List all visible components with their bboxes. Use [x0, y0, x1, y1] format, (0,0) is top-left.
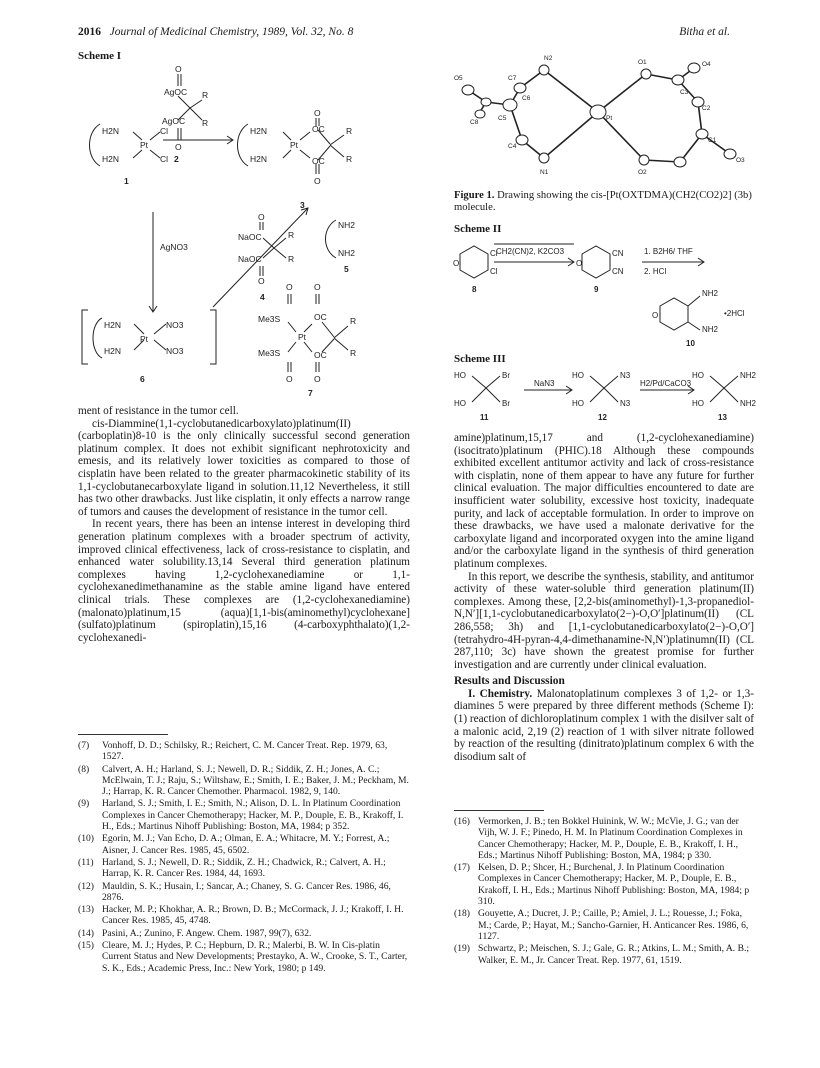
svg-text:HO: HO — [454, 399, 466, 408]
svg-text:H2N: H2N — [102, 154, 120, 164]
svg-text:H2N: H2N — [104, 346, 122, 356]
atom-label: O4 — [702, 61, 711, 68]
svg-text:HO: HO — [454, 371, 466, 380]
svg-text:Cl: Cl — [490, 249, 498, 258]
reference-item — [78, 904, 410, 927]
svg-text:HO: HO — [572, 371, 584, 380]
left-paragraph-1: ment of resistance in the tumor cell. — [78, 405, 239, 417]
svg-text:O: O — [652, 311, 659, 320]
atom-label: C2 — [702, 105, 711, 112]
scheme-2-salt: •2HCl — [724, 309, 745, 318]
svg-text:R: R — [288, 254, 295, 264]
scheme-2-reagent-2b: 2. HCl — [644, 267, 667, 276]
running-header-left — [78, 26, 353, 38]
reference-number: (18) — [454, 908, 470, 920]
reference-number: (19) — [454, 943, 470, 955]
scheme-1-compound-3-label: 3 — [300, 200, 305, 210]
svg-text:O: O — [314, 282, 321, 292]
atom-label: C4 — [508, 143, 517, 150]
left-paragraph-2: cis-Diammine(1,1-cyclobutanedicarboxylato)platinum(II) (carboplatin)8-10 is the only clinically successful second generation platinum complex. It does not exhibit significant nephrotoxicity and emesis, and its relatively lower toxicities as compared to those of cisplatin have been related to the greater pharmacokinetic stability of its 1,1-cyclobutanecarboxylate ligand in solution.11,12 Nevertheless, it still has two other drawbacks. Just like cisplatin, it only effects a narrow range of tumors and causes the development of resistance in the tumor cell. — [78, 417, 410, 518]
reference-number: (12) — [78, 880, 94, 892]
svg-text:H2N: H2N — [102, 126, 120, 136]
svg-text:CN: CN — [612, 267, 624, 276]
svg-text:NH2: NH2 — [702, 289, 719, 298]
svg-text:O: O — [286, 282, 293, 292]
reference-number: (8) — [78, 763, 90, 775]
scheme-3-diagram — [454, 366, 774, 426]
results-discussion-heading: Results and Discussion — [454, 675, 565, 688]
scheme-3-compound-11-label: 11 — [480, 413, 489, 422]
scheme-3-reagent-2: H2/Pd/CaCO3 — [640, 379, 692, 388]
reference-item — [78, 764, 410, 798]
reference-number: (13) — [78, 904, 94, 916]
reference-item — [78, 833, 410, 856]
atom-label: Pt — [606, 115, 613, 122]
svg-text:OC: OC — [314, 312, 327, 322]
left-paragraph-3: In recent years, there has been an intense interest in developing third generation platinum complexes with a broader spectrum of activity, improved clinical effectiveness, lack of cross-resistance to cisplatin, and enhanced water solubility.13,14 Several third generation platinum complexes having 1,2-cyclohexanediamine or 1,1-cyclohexanedimethanamine as the stable amine ligand have entered clinical trials. These complexes are (1,2-cyclohexanediamine)(malonato)platinum,15 (aqua)[1,1-bis(aminomethyl)cyclohexane](sulfato)platinum (spiroplatin),15,16 (4-carboxyphthalato)(1,2-cyclohexanedi- — [78, 518, 410, 644]
reference-item — [454, 862, 754, 907]
svg-text:Cl: Cl — [490, 267, 498, 276]
svg-text:HO: HO — [692, 399, 704, 408]
svg-text:H2N: H2N — [250, 126, 268, 136]
svg-text:Pt: Pt — [140, 140, 149, 150]
svg-text:NO3: NO3 — [166, 320, 184, 330]
svg-text:Br: Br — [502, 371, 510, 380]
scheme-2-reagent-1: CH2(CN)2, K2CO3 — [496, 247, 565, 256]
reference-text: Kelsen, D. P.; Shcer, H.; Burchenal, J. In Platinum Coordination Complexes in Cancer Chemotherapy; Hacker, M. P., Douple, E. B., Krakoff, I. H., Eds.; Martinus Nihoff Publishing: Boston, MA, 1984; p 310. — [478, 862, 750, 908]
scheme-1-compound-1-label: 1 — [124, 176, 129, 186]
atom-label: C8 — [470, 119, 479, 126]
svg-text:R: R — [288, 230, 295, 240]
svg-text:O: O — [175, 64, 182, 74]
svg-text:Pt: Pt — [140, 334, 149, 344]
svg-text:N3: N3 — [620, 399, 631, 408]
figure-1-caption-label: Figure 1. — [454, 190, 495, 201]
scheme-1-compound-2-label: 2 — [174, 154, 179, 164]
reference-text: Harland, S. J.; Smith, I. E.; Smith, N.; Alison, D. L. In Platinum Coordination Complexes in Cancer Chemotherapy; Hacker, M. P., Douple, E. B., Krakoff, I. H., Eds.; Martinus Nihoff Publishing: Boston, MA, 1984; p 352. — [102, 798, 404, 833]
svg-text:Pt: Pt — [298, 332, 307, 342]
atom-label: O1 — [638, 59, 647, 66]
reference-text: Pasini, A.; Zunino, F. Angew. Chem. 1987, 99(7), 632. — [102, 927, 312, 939]
svg-text:NH2: NH2 — [702, 325, 719, 334]
right-references — [454, 816, 754, 967]
left-footnote-rule — [78, 734, 168, 735]
scheme-1-label: Scheme I — [78, 50, 122, 62]
svg-text:R: R — [202, 118, 209, 128]
atom-label: N1 — [540, 169, 549, 176]
right-paragraph-1: amine)platinum,15,17 and (1,2-cyclohexanediamine)(isocitrato)platinum (PHIC).18 Although these compounds exhibited excellent antitumor activity and lack of cross-resistance with cisplatin, none of them appear to have any future for further clinical evaluation. The major difficulties encountered to date are insufficient water solubility, excessive host toxicity, inadequate purity, and lack of acceptable formulation. In order to improve on these drawbacks, we have used a malonate derivative for the carboxylate ligand and incorporated oxygen into the amine ligand and/or the carboxylate ligand in the synthesis of third generation platinum complexes. — [454, 432, 754, 570]
reference-text: Mauldin, S. K.; Husain, I.; Sancar, A.; Chaney, S. G. Cancer Res. 1986, 46, 2876. — [102, 880, 391, 903]
svg-text:R: R — [346, 154, 353, 164]
reference-number: (14) — [78, 927, 94, 939]
svg-text:HO: HO — [572, 399, 584, 408]
reference-text: Egorin, M. J.; Van Echo, D. A.; Olman, E. A.; Whitacre, M. Y.; Forrest, A.; Aisner, J. Cancer Res. 1985, 45, 6502. — [102, 833, 390, 856]
reference-number: (17) — [454, 862, 470, 874]
reference-text: Cleare, M. J.; Hydes, P. C.; Hepburn, D. R.; Malerbi, B. W. In Cis-platin Current Status and New Developments; Prestayko, A. W., Crooke, S. T., Carter, S. K., Eds.; Academic Press, Inc.: New York, 1980; p 149. — [102, 940, 408, 974]
scheme-2-compound-10-label: 10 — [686, 339, 695, 348]
scheme-2-diagram — [454, 234, 774, 352]
svg-text:OC: OC — [312, 124, 325, 134]
svg-text:NH2: NH2 — [740, 371, 757, 380]
scheme-3-compound-12-label: 12 — [598, 413, 607, 422]
scheme-1-diagram — [78, 62, 408, 402]
svg-text:Cl: Cl — [160, 126, 169, 136]
reference-item — [78, 798, 410, 832]
svg-text:AgOC: AgOC — [162, 116, 186, 126]
atom-label: C1 — [708, 137, 717, 144]
svg-text:H2N: H2N — [104, 320, 122, 330]
reference-item — [78, 740, 410, 763]
svg-text:Me3S: Me3S — [258, 314, 281, 324]
scheme-1-compound-4-label: 4 — [260, 292, 265, 302]
reference-text: Calvert, A. H.; Harland, S. J.; Newell, D. R.; Siddik, Z. H.; Jones, A. C.; McElwain, T. J.; Raju, S.; Wiltshaw, E.; Smith, I. E.; Baker, J. M.; Peckham, M. J.; Harrap, K. R. Cancer Chemother. Pharmacol. 1982, 9, 140. — [102, 763, 409, 798]
atom-label: O2 — [638, 169, 647, 176]
scheme-2-compound-9-label: 9 — [594, 285, 599, 294]
svg-text:OC: OC — [314, 350, 327, 360]
svg-text:R: R — [346, 126, 353, 136]
scheme-1-compound-7-label: 7 — [308, 388, 313, 398]
svg-text:O: O — [258, 212, 265, 222]
figure-1-caption — [454, 190, 754, 215]
svg-text:O: O — [314, 374, 321, 384]
reference-item — [78, 928, 410, 939]
svg-text:Br: Br — [502, 399, 510, 408]
svg-text:Cl: Cl — [160, 154, 169, 164]
svg-text:O: O — [576, 259, 583, 268]
svg-text:NaOC: NaOC — [238, 232, 262, 242]
left-column-body — [78, 405, 410, 644]
svg-text:NaOC: NaOC — [238, 254, 262, 264]
right-paragraph-3: Malonatoplatinum complexes 3 of 1,2- or 1,3-diamines 5 were prepared by three different methods (Scheme I): (1) reaction of dichloroplatinum complex 1 with the disilver salt of a malonic acid, 2,19 (2) reaction of 1 with silver nitrate followed by reaction of the resulting (dinitrato)platinum complex 6 with the disodium salt of — [454, 687, 754, 763]
page-number: 2016 — [78, 26, 101, 38]
reference-text: Schwartz, P.; Meischen, S. J.; Gale, G. R.; Atkins, L. M.; Smith, A. B.; Walker, E. M., Jr. Cancer Treat. Rep. 1977, 61, 1519. — [478, 943, 750, 966]
svg-text:O: O — [175, 142, 182, 152]
chemistry-subheading: I. Chemistry. — [468, 687, 533, 700]
svg-text:O: O — [286, 374, 293, 384]
reference-item — [78, 881, 410, 904]
svg-text:NH2: NH2 — [338, 248, 356, 258]
scheme-1-agno3-label: AgNO3 — [160, 242, 188, 252]
svg-text:OC: OC — [312, 156, 325, 166]
atom-label: N2 — [544, 55, 553, 62]
running-header-authors: Bitha et al. — [679, 26, 730, 38]
reference-item — [454, 943, 754, 966]
atom-label: O5 — [454, 75, 463, 82]
reference-item — [78, 940, 410, 974]
svg-text:HO: HO — [692, 371, 704, 380]
reference-number: (11) — [78, 856, 94, 868]
atom-label: C5 — [498, 115, 507, 122]
scheme-3-compound-13-label: 13 — [718, 413, 727, 422]
reference-text: Vermorken, J. B.; ten Bokkel Huinink, W. W.; McVie, J. G.; van der Vijh, W. J. F.; Pinedo, H. M. In Platinum Coordination Complexes in Cancer Chemotherapy; Hacker, M. P., Douple, E. B., Krakoff, I. H., Eds.; Martinus Nihoff Publishing: Boston, MA, 1984; p 330. — [478, 816, 743, 861]
atom-label: O3 — [736, 157, 745, 164]
reference-text: Vonhoff, D. D.; Schilsky, R.; Reichert, C. M. Cancer Treat. Rep. 1979, 63, 1527. — [102, 740, 388, 763]
reference-number: (9) — [78, 798, 90, 810]
reference-number: (15) — [78, 940, 94, 952]
scheme-2-label: Scheme II — [454, 223, 502, 235]
figure-1-drawing — [440, 50, 750, 188]
svg-text:CN: CN — [612, 249, 624, 258]
figure-1-caption-text: Drawing showing the cis-[Pt(OXTDMA)(CH2(CO2)2] (3b) molecule. — [454, 190, 752, 214]
reference-text: Gouyette, A.; Ducret, J. P.; Caille, P.; Amiel, J. L.; Rouesse, J.; Foka, M.; Carde, P.; Hayat, M.; Sancho-Garnier, H. Anticancer Res. 1986, 6, 1127. — [478, 908, 749, 942]
reference-text: Harland, S. J.; Newell, D. R.; Siddik, Z. H.; Chadwick, R.; Calvert, A. H.; Harrap, K. R. Cancer Res. 1984, 44, 1693. — [102, 856, 386, 880]
svg-text:N3: N3 — [620, 371, 631, 380]
svg-text:NO3: NO3 — [166, 346, 184, 356]
scheme-1-compound-6-label: 6 — [140, 374, 145, 384]
svg-text:O: O — [314, 108, 321, 118]
scheme-3-label: Scheme III — [454, 353, 506, 365]
svg-text:O: O — [258, 276, 265, 286]
svg-text:O: O — [453, 259, 460, 268]
scheme-2-compound-8-label: 8 — [472, 285, 477, 294]
right-footnote-rule — [454, 810, 544, 811]
reference-number: (16) — [454, 816, 470, 827]
right-column-body — [454, 432, 754, 763]
svg-text:R: R — [350, 348, 357, 358]
reference-item — [78, 857, 410, 880]
svg-text:NH2: NH2 — [338, 220, 356, 230]
scheme-3-reagent-1: NaN3 — [534, 379, 555, 388]
scheme-2-reagent-2a: 1. B2H6/ THF — [644, 247, 693, 256]
atom-label: C6 — [522, 95, 531, 102]
left-references — [78, 740, 410, 975]
reference-item — [454, 908, 754, 942]
reference-text: Hacker, M. P.; Khokhar, A. R.; Brown, D. B.; McCormack, J. J.; Krakoff, I. H. Cancer Res. 1985, 45, 4748. — [102, 904, 404, 927]
atom-label: C7 — [508, 75, 517, 82]
svg-text:NH2: NH2 — [740, 399, 757, 408]
journal-citation: Journal of Medicinal Chemistry, 1989, Vol. 32, No. 8 — [109, 26, 354, 38]
atom-label: C3 — [680, 89, 689, 96]
svg-text:R: R — [350, 316, 357, 326]
right-paragraph-2: In this report, we describe the synthesis, stability, and antitumor activity of these water-soluble third generation platinum(II) complexes. Among these, [2,2-bis(aminomethyl)-1,3-propanediol-N,N′][1,1-cyclobutanedicarboxylato(2−)-O,O′]platinum(II) (CL 286,558; 3h) and [1,1-cyclobutanedicarboxylato(2−)-O,O′](tetrahydro-4H-pyran-4,4-dimethanamine-N,N′)platinumn(II) (CL 287,110; 3c) have shown the greatest promise for further investigation and are currently under clinical evaluation. — [454, 570, 754, 671]
reference-number: (10) — [78, 833, 94, 845]
svg-text:Pt: Pt — [290, 140, 299, 150]
svg-text:H2N: H2N — [250, 154, 268, 164]
svg-text:R: R — [202, 90, 209, 100]
svg-text:O: O — [314, 176, 321, 186]
reference-number: (7) — [78, 740, 90, 751]
svg-text:AgOC: AgOC — [164, 87, 188, 97]
svg-text:Me3S: Me3S — [258, 348, 281, 358]
scheme-1-compound-5-label: 5 — [344, 264, 349, 274]
reference-item — [454, 816, 754, 861]
